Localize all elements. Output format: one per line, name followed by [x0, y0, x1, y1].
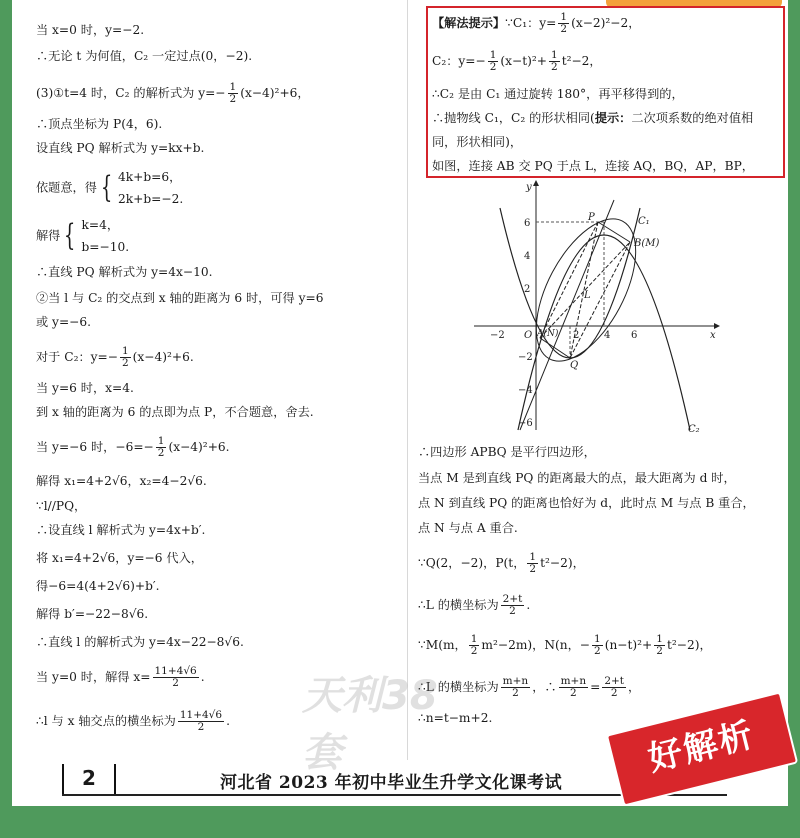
text-line: 得−6=4(4+2√6)+b′. — [36, 579, 160, 593]
column-divider — [407, 0, 408, 760]
text-fragment: (3)①t=4 时，C₂ 的解析式为 y=− — [36, 86, 226, 100]
fraction — [501, 594, 525, 617]
fraction — [559, 676, 589, 699]
fraction-denominator: 2 — [509, 605, 516, 617]
text-fragment: t²−2)， — [666, 638, 712, 652]
text-line: 当 x=0 时，y=−2. — [36, 23, 145, 37]
fraction-numerator: 2+t — [502, 593, 523, 605]
text-fragment: ∵M(m， — [418, 638, 467, 652]
text-fragment: t²−2， — [561, 54, 602, 68]
footer-title: 河北省 2023 年初中毕业生升学文化课考试 — [220, 773, 563, 793]
fraction-numerator: 1 — [489, 49, 497, 61]
curve-c1-label: C₁ — [638, 216, 650, 227]
equation-system — [36, 214, 129, 258]
brace-icon: { — [100, 170, 113, 205]
text-line: 设直线 PQ 解析式为 y=kx+b. — [36, 141, 205, 155]
y-axis-arrow-icon — [533, 180, 539, 186]
fraction-numerator: 1 — [157, 435, 165, 447]
fraction — [549, 50, 560, 73]
y-tick-label: 2 — [524, 284, 531, 295]
text-line — [432, 110, 753, 126]
text-line: 将 x₁=4+2√6，y=−6 代入， — [36, 551, 203, 565]
fraction — [527, 552, 538, 575]
fraction-denominator: 2 — [197, 721, 205, 733]
text-fragment: 提示： — [594, 111, 632, 125]
text-line: ∴L 的横坐标为 $\frac{m+n}{2}$ ，∴ $\frac{m+n}{2}$ = $\frac{2+t}{2}$ ， — [418, 675, 641, 699]
fraction-numerator: 1 — [551, 49, 558, 61]
point-bm-label: B(M) — [634, 238, 660, 249]
solution-hint-box — [426, 6, 785, 178]
fraction — [178, 710, 224, 733]
fraction — [156, 436, 167, 459]
text-line: 解得 b′=−22−8√6. — [36, 607, 149, 621]
text-fragment: 依题意，得 — [36, 180, 97, 195]
text-fragment: ∴L 的横坐标为 — [418, 680, 499, 694]
y-tick-label: −6 — [518, 418, 533, 429]
fraction-denominator: 2 — [594, 645, 601, 657]
fraction — [488, 50, 499, 73]
page-number: 2 — [62, 764, 116, 796]
text-fragment: = — [590, 680, 601, 694]
text-fragment: ∴l 与 x 轴交点的横坐标为 — [36, 714, 176, 728]
text-fragment: ，∴ — [532, 680, 557, 694]
fraction — [469, 634, 480, 657]
fraction — [592, 634, 603, 657]
text-line: ∴C₂ 是由 C₁ 通过旋转 180°，再平移得到的， — [432, 87, 684, 101]
fraction-denominator: 2 — [551, 61, 558, 73]
hint-label: 【解法提示】 — [432, 16, 506, 30]
text-line — [36, 346, 194, 369]
text-line: ∴直线 l 的解析式为 y=4x−22−8√6. — [36, 635, 244, 649]
text-line: 到 x 轴的距离为 6 的点即为点 P，不合题意，舍去. — [36, 405, 314, 419]
equation-system — [36, 166, 183, 210]
text-line: ②当 l 与 C₂ 的交点到 x 轴的距离为 6 时，可得 y=6 — [36, 291, 324, 305]
fraction-numerator: 1 — [229, 81, 237, 93]
text-line — [432, 12, 640, 35]
text-line: 或 y=−6. — [36, 315, 91, 329]
text-fragment: (x−4)²+6. — [132, 350, 194, 364]
fraction-denominator: 2 — [610, 687, 618, 699]
fraction-numerator: 11+4√6 — [154, 665, 197, 677]
text-line: ∵l//PQ， — [36, 499, 87, 513]
text-fragment: (n−t)²+ — [604, 638, 653, 652]
text-line — [418, 634, 712, 657]
y-tick-label: 4 — [524, 251, 531, 262]
brace-icon: { — [64, 218, 76, 253]
y-tick-label: −2 — [518, 352, 533, 363]
y-tick-label: −4 — [518, 385, 533, 396]
y-tick-label: 6 — [524, 218, 531, 229]
text-fragment: (x−4)²+6. — [168, 440, 230, 454]
text-line: 点 N 到直线 PQ 的距离也恰好为 d，此时点 M 与点 B 重合， — [418, 496, 755, 510]
equation-row: b=−10. — [81, 240, 130, 254]
x-tick-label: 4 — [604, 330, 611, 341]
fraction — [228, 82, 239, 105]
badge-text: 好解析 — [644, 714, 759, 780]
text-line: ∴直线 PQ 解析式为 y=4x−10. — [36, 265, 213, 279]
text-fragment: m²−2m)，N(n，− — [481, 638, 590, 652]
text-line: ∴顶点坐标为 P(4，6). — [36, 117, 163, 131]
x-tick-label: 6 — [631, 330, 638, 341]
fraction-numerator: 11+4√6 — [179, 709, 223, 721]
text-line: 如图，连接 AB 交 PQ 于点 L，连接 AQ，BQ，AP，BP， — [432, 159, 754, 173]
text-line: ∴无论 t 为何值，C₂ 一定过点(0，−2). — [36, 49, 253, 63]
text-fragment: ∴抛物线 C₁，C₂ 的形状相同( — [432, 111, 595, 125]
text-line: 同，形状相同)， — [432, 135, 523, 149]
text-line: ∴n=t−m+2. — [418, 711, 493, 725]
text-fragment: 解得 — [36, 228, 61, 243]
text-fragment: t²−2)， — [540, 556, 585, 570]
parabola-c1 — [500, 208, 640, 358]
parabola-graph — [474, 180, 724, 435]
text-fragment: ∵Q(2，−2)，P(t， — [418, 556, 526, 570]
point-q-label: Q — [570, 360, 579, 371]
fraction-numerator: 1 — [656, 633, 663, 645]
fraction-numerator: 1 — [121, 345, 129, 357]
text-line: 点 N 与点 A 重合. — [418, 521, 518, 535]
fraction — [654, 634, 665, 657]
fraction-denominator: 2 — [512, 687, 519, 699]
text-line: ∴四边形 APBQ 是平行四边形， — [418, 445, 596, 459]
fraction — [602, 676, 626, 699]
equation-row: k=4， — [81, 218, 120, 232]
text-fragment: ∵C₁：y= — [505, 16, 557, 30]
equation-row: 2k+b=−2. — [118, 192, 184, 206]
fraction-numerator: m+n — [560, 675, 587, 687]
x-axis-arrow-icon — [714, 323, 720, 329]
fraction-denominator: 2 — [489, 61, 497, 73]
fraction-denominator: 2 — [172, 677, 179, 689]
text-fragment: 二次项系数的绝对值相 — [631, 111, 754, 125]
fraction-denominator: 2 — [529, 563, 537, 575]
text-fragment: (x−t)²+ — [500, 54, 547, 68]
text-fragment: (x−2)²−2， — [571, 16, 641, 30]
text-line — [36, 82, 310, 105]
text-fragment: ∴L 的横坐标为 — [418, 598, 499, 612]
text-line: 解得 x₁=4+2√6，x₂=4−2√6. — [36, 474, 207, 488]
text-line: 当 y=6 时，x=4. — [36, 381, 134, 395]
fraction-denominator: 2 — [229, 93, 237, 105]
equation-row: 4k+b=6， — [118, 170, 182, 184]
publisher-watermark: 天利38套 — [302, 673, 438, 776]
fraction-denominator: 2 — [121, 357, 129, 369]
fraction — [120, 346, 131, 369]
fraction-denominator: 2 — [560, 23, 568, 35]
fraction — [558, 12, 569, 35]
text-fragment: 对于 C₂：y=− — [36, 350, 118, 364]
x-tick-label: −2 — [490, 330, 505, 341]
fraction-denominator: 2 — [570, 687, 577, 699]
curve-c2-label: C₂ — [688, 424, 700, 435]
text-line: ∴l 与 x 轴交点的横坐标为 $\frac{11+4√6}{2}$ . — [36, 709, 230, 733]
fraction-numerator: 1 — [470, 633, 478, 645]
text-line: 当 y=0 时，解得 x= $\frac{11+4√6}{2}$ . — [36, 665, 205, 689]
text-line — [36, 436, 230, 459]
fraction-numerator: 2+t — [604, 675, 625, 687]
line-l — [520, 200, 614, 430]
text-fragment: (x−4)²+6， — [240, 86, 310, 100]
point-p-label: P — [588, 212, 595, 223]
text-fragment: C₂：y=− — [432, 54, 486, 68]
x-axis-label: x — [710, 330, 716, 341]
x-tick-label: 2 — [573, 330, 580, 341]
point-l-label: L — [584, 290, 591, 301]
fraction-denominator: 2 — [157, 447, 165, 459]
text-line — [432, 50, 602, 73]
fraction-numerator: 1 — [560, 11, 568, 23]
fraction-numerator: 1 — [594, 633, 601, 645]
page-sheet — [12, 0, 788, 806]
fraction — [501, 676, 531, 699]
text-fragment: 当 y=−6 时，−6=− — [36, 440, 154, 454]
fraction-numerator: m+n — [502, 675, 529, 687]
text-line — [418, 552, 585, 575]
text-line: 当点 M 是到直线 PQ 的距离最大的点，最大距离为 d 时， — [418, 471, 736, 485]
fraction-numerator: 1 — [529, 551, 537, 563]
fraction-denominator: 2 — [470, 645, 478, 657]
origin-label: O — [524, 330, 533, 341]
segment-bp — [598, 222, 630, 242]
fraction — [153, 666, 199, 689]
fraction-denominator: 2 — [656, 645, 663, 657]
point-an-label: A(N) — [537, 329, 559, 339]
y-axis-label: y — [526, 182, 532, 193]
text-line: ∴L 的横坐标为 $\frac{2+t}{2}$ . — [418, 593, 531, 617]
text-line: ∴设直线 l 解析式为 y=4x+b′. — [36, 523, 206, 537]
text-fragment: 当 y=0 时，解得 x= — [36, 670, 151, 684]
